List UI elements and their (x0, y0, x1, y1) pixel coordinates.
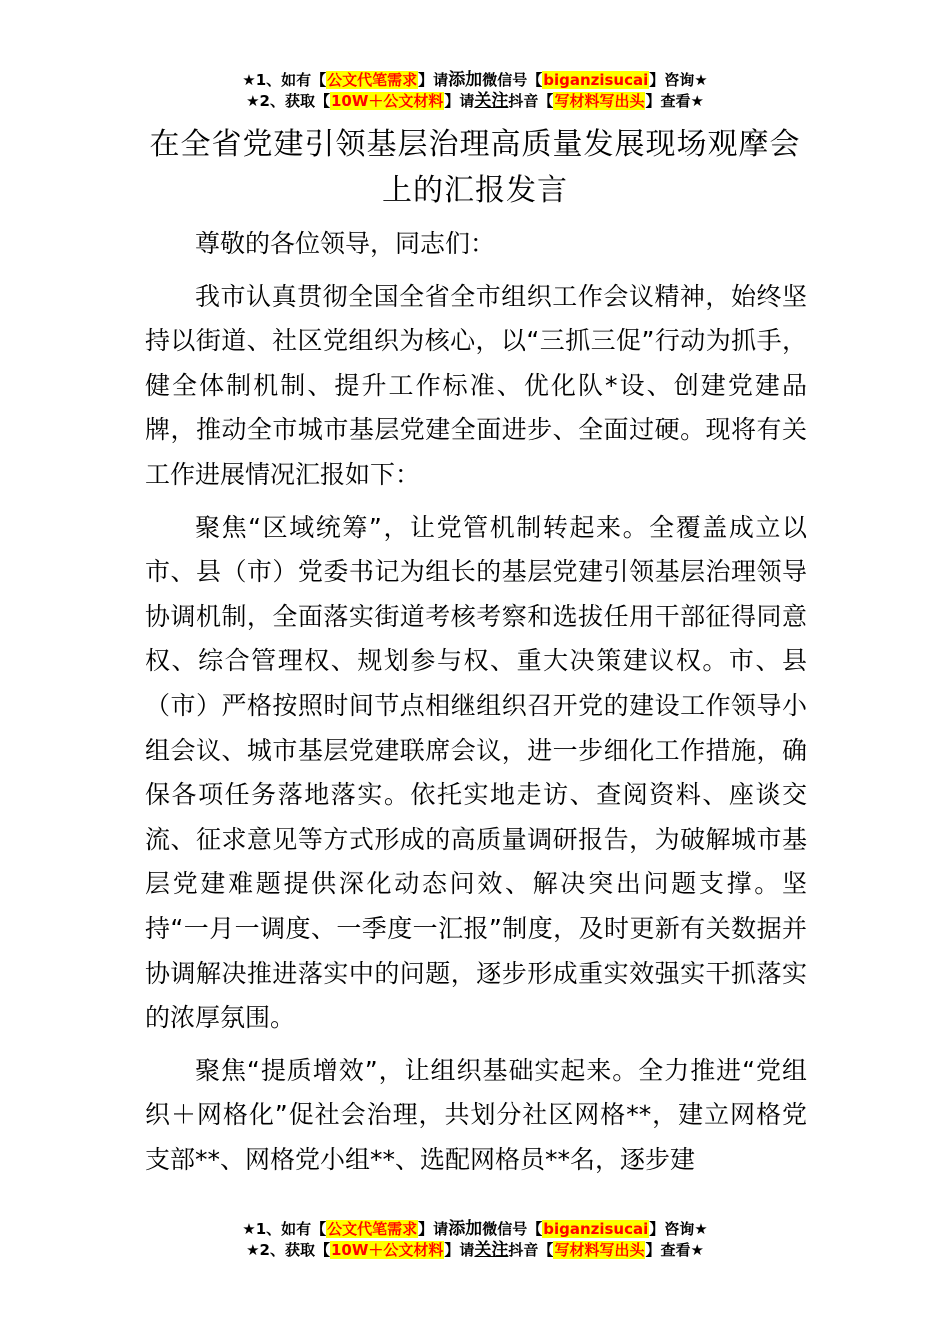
banner-text: ★2、获取【 (246, 1241, 330, 1259)
banner-text: 微信号【 (482, 71, 543, 89)
banner-text: 】咨询★ (649, 71, 708, 89)
salutation: 尊敬的各位领导，同志们： (195, 229, 496, 258)
paragraph: 我市认真贯彻全国全省全市组织工作会议精神，始终坚持以街道、社区党组织为核心，以“三抓三促”行动为抓手，健全体制机制、提升工作标准、优化队*设、创建党建品牌，推动全市城市基层党建全面进步、全面过硬。现将有关工作进展情况汇报如下： (145, 281, 807, 489)
banner-line-2 (0, 1240, 950, 1261)
banner-wechat-id: biganzisucai (543, 1220, 649, 1238)
banner-text: ★2、获取【 (246, 92, 330, 110)
banner-text: 】查看★ (645, 1241, 704, 1259)
banner-text: 】咨询★ (649, 1220, 708, 1238)
banner-highlight: 公文代笔需求 (327, 1220, 418, 1238)
banner-line-1 (0, 1219, 950, 1240)
banner-douyin-id: 写材料写出头 (554, 1241, 645, 1259)
banner-wechat-id: biganzisucai (543, 71, 649, 89)
banner-emphasis: 添加 (448, 70, 483, 90)
document-body (145, 222, 807, 1190)
banner-text: 】请 (418, 1220, 449, 1238)
paragraph: 聚焦“提质增效”，让组织基础实起来。全力推进“党组织＋网格化”促社会治理，共划分社区网格**，建立网格党支部**、网格党小组**、选配网格员**名，逐步建 (145, 1055, 807, 1174)
banner-highlight: 10W＋公文材料 (330, 1241, 444, 1259)
banner-emphasis: 关注 (474, 91, 509, 111)
banner-text: ★1、如有【 (242, 71, 327, 89)
banner-text: 抖音【 (508, 92, 554, 110)
banner-text: 】请 (444, 92, 475, 110)
banner-text: 】请 (418, 71, 449, 89)
top-banner (0, 70, 950, 112)
banner-text: 抖音【 (508, 1241, 554, 1259)
banner-text: ★1、如有【 (242, 1220, 327, 1238)
banner-highlight: 10W＋公文材料 (330, 92, 444, 110)
banner-line-2 (0, 91, 950, 112)
banner-text: 】请 (444, 1241, 475, 1259)
banner-emphasis: 关注 (474, 1240, 509, 1260)
banner-text: 】查看★ (645, 92, 704, 110)
document-title: 在全省党建引领基层治理高质量发展现场观摩会上的汇报发言 (149, 127, 801, 208)
banner-line-1 (0, 70, 950, 91)
banner-highlight: 公文代笔需求 (327, 71, 418, 89)
banner-text: 微信号【 (482, 1220, 543, 1238)
paragraph: 聚焦“区域统筹”，让党管机制转起来。全覆盖成立以市、县（市）党委书记为组长的基层党建引领基层治理领导协调机制，全面落实街道考核考察和选拔任用干部征得同意权、综合管理权、规划参与权、重大决策建议权。市、县（市）严格按照时间节点相继组织召开党的建设工作领导小组会议、城市基层党建联席会议，进一步细化工作措施，确保各项任务落地落实。依托实地走访、查阅资料、座谈交流、征求意见等方式形成的高质量调研报告，为破解城市基层党建难题提供深化动态问效、解决突出问题支撑。坚持“一月一调度、一季度一汇报”制度，及时更新有关数据并协调解决推进落实中的问题，逐步形成重实效强实干抓落实的浓厚氛围。 (145, 512, 807, 1033)
banner-douyin-id: 写材料写出头 (554, 92, 645, 110)
bottom-banner (0, 1219, 950, 1261)
banner-emphasis: 添加 (448, 1219, 483, 1239)
